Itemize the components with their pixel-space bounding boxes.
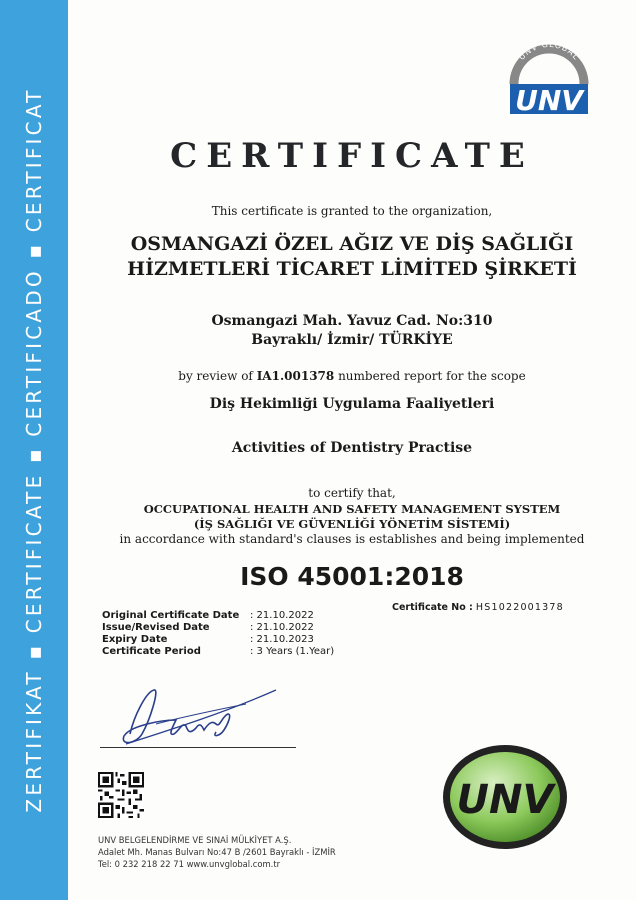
- certify-intro: to certify that,: [308, 486, 396, 500]
- address-line-1: Osmangazi Mah. Yavuz Cad. No:310: [211, 313, 493, 329]
- accordance-text: in accordance with standard's clauses is establishes and being implemented: [119, 532, 585, 546]
- signature-line: [100, 747, 296, 748]
- seal-text: UNV: [456, 777, 554, 823]
- organization-line-2: HİZMETLERİ TİCARET LİMİTED ŞİRKETİ: [127, 258, 577, 280]
- date-label: Original Certificate Date: [102, 610, 240, 621]
- logo-text: UNV: [515, 84, 583, 117]
- footer-company: UNV BELGELENDİRME VE SINAİ MÜLKİYET A.Ş.: [98, 835, 292, 845]
- review-text: [68, 369, 636, 383]
- date-label: Issue/Revised Date: [102, 622, 210, 633]
- issuer-footer: [98, 834, 336, 870]
- system-name-turkish: (İŞ SAĞLIĞI VE GÜVENLİĞİ YÖNETİM SİSTEMİ): [193, 517, 511, 531]
- footer-address: Adalet Mh. Manas Bulvarı No:47 B /2601 Bayraklı - İZMİR: [98, 847, 336, 857]
- date-row: [102, 634, 334, 646]
- date-value: : 21.10.2023: [250, 634, 314, 645]
- scope-turkish: Diş Hekimliği Uygulama Faaliyetleri: [209, 396, 495, 412]
- organization-name: [68, 232, 636, 282]
- qr-code[interactable]: [98, 772, 144, 818]
- certificate-number: [392, 602, 564, 613]
- date-label: Expiry Date: [102, 634, 168, 645]
- page-title: CERTIFICATE: [170, 136, 534, 176]
- date-row: [102, 622, 334, 634]
- certificate-dates: [102, 610, 334, 658]
- address-line-2: Bayraklı/ İzmir/ TÜRKİYE: [251, 332, 453, 348]
- sidebar-band: [0, 0, 68, 900]
- organization-address: [68, 312, 636, 350]
- signature: [116, 676, 286, 756]
- granted-text: This certificate is granted to the organization,: [211, 204, 493, 218]
- scope-english: Activities of Dentistry Practise: [231, 440, 473, 456]
- date-row: [102, 610, 334, 622]
- organization-line-1: OSMANGAZİ ÖZEL AĞIZ VE DİŞ SAĞLIĞI: [130, 233, 574, 255]
- logo-arc-text: UNV GLOBAL: [516, 40, 582, 62]
- date-row: [102, 646, 334, 658]
- sidebar-text: ZERTIFIKAT ▪ CERTIFICATE ▪ CERTIFICADO ▪ CERTIFICAT: [22, 87, 46, 813]
- review-suffix: numbered report for the scope: [334, 369, 526, 383]
- report-number: IA1.001378: [256, 369, 335, 383]
- certificate-number-value: HS1022001378: [475, 602, 564, 613]
- standard-name: ISO 45001:2018: [240, 562, 464, 591]
- review-prefix: by review of: [178, 369, 257, 383]
- date-value: : 3 Years (1.Year): [250, 646, 335, 657]
- date-value: : 21.10.2022: [250, 622, 314, 633]
- system-name-english: OCCUPATIONAL HEALTH AND SAFETY MANAGEMENT SYSTEM: [143, 502, 561, 516]
- unv-global-logo: [504, 40, 594, 120]
- footer-contact: Tel: 0 232 218 22 71 www.unvglobal.com.tr: [98, 859, 281, 869]
- date-label: Certificate Period: [102, 646, 201, 657]
- unv-seal-logo: [440, 742, 570, 852]
- date-value: : 21.10.2022: [250, 610, 314, 621]
- certificate-number-label: Certificate No :: [392, 602, 473, 613]
